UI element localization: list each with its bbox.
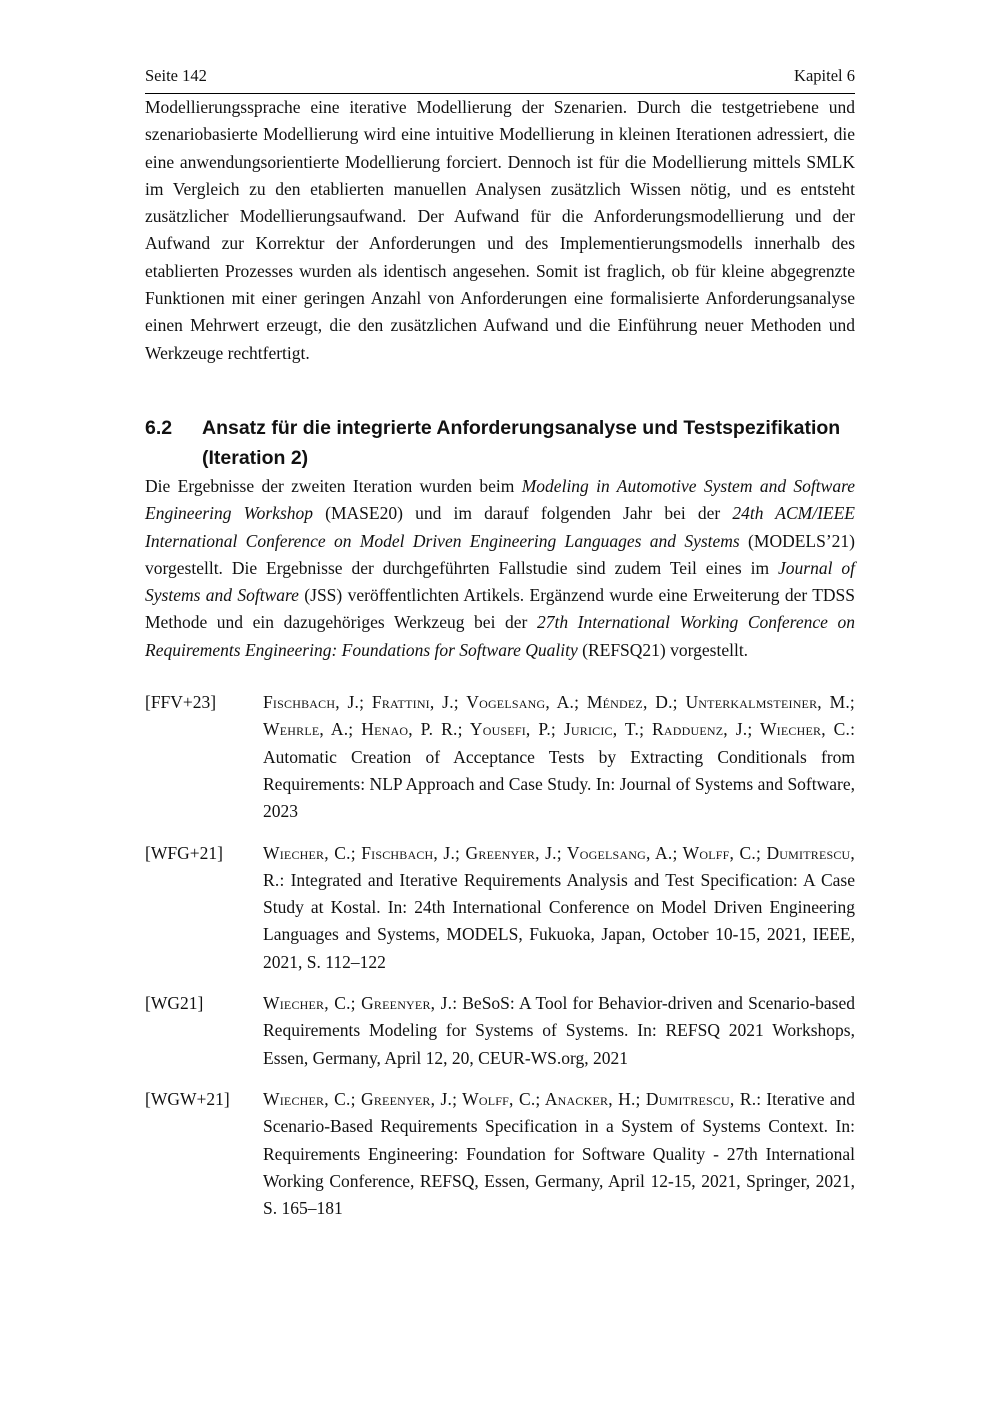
header-page-number: Seite 142 bbox=[145, 66, 207, 85]
header-chapter-label: Kapitel 6 bbox=[794, 66, 855, 85]
reference-entry bbox=[145, 689, 855, 825]
running-header bbox=[145, 0, 855, 86]
page-content bbox=[145, 0, 855, 1222]
reference-label: [WFG+21] bbox=[145, 842, 223, 863]
section-heading bbox=[145, 413, 855, 473]
section-title-line2: (Iteration 2) bbox=[202, 446, 309, 469]
reference-label: [WG21] bbox=[145, 993, 204, 1014]
body-paragraph-1: Modellierungssprache eine iterative Modellierung der Szenarien. Durch die testgetriebene und szenariobasierte Modellierung wird eine intuitive Modellierung in kleinen Iterationen adressiert, die eine anwendungsorientierte Modellierung forciert. Dennoch ist für die Modellierung mittels SMLK im Vergleich zu den etablierten manuellen Analysen zusätzlich Wissen nötig, und es entsteht zusätzlicher Modellierungsaufwand. Der Aufwand für die Anforderungsmodellierung und der Aufwand zur Korrektur der Anforderungen und des Implementierungsmodells innerhalb des etablierten Prozesses wurden als identisch angesehen. Somit ist fraglich, ob für kleine abgegrenzte Funktionen mit einer geringen Anzahl von Anforderungen eine formalisierte Anforderungsanalyse einen Mehrwert erzeugt, die den zusätzlichen Aufwand und die Einführung neuer Methoden und Werkzeuge rechtfertigt. bbox=[145, 97, 855, 363]
reference-entry bbox=[145, 990, 855, 1072]
body-paragraph-2: Die Ergebnisse der zweiten Iteration wurden beim Modeling in Automotive System and Software Engineering Workshop (MASE20) und im darauf folgenden Jahr bei der 24th ACM/IEEE International Conference on Model Driven Engineering Languages and Systems (MODELS’21) vorgestellt. Die Ergebnisse der durchgeführten Fallstudie sind zudem Teil eines im Journal of Systems and Software (JSS) veröffentlichten Artikels. Ergänzend wurde eine Erweiterung der TDSS Methode und ein dazugehöriges Werkzeug bei der 27th International Working Conference on Requirements Engineering: Foundations for Software Quality (REFSQ21) vorgestellt. bbox=[145, 475, 855, 660]
reference-label: [WGW+21] bbox=[145, 1088, 230, 1109]
reference-entry bbox=[145, 840, 855, 976]
section-title bbox=[202, 413, 855, 473]
reference-text: Wiecher, C.; Greenyer, J.; Wolff, C.; Anacker, H.; Dumitrescu, R.: Iterative and Scenario-Based Requirements Specification in a System of Systems Context. In: Requirements Engineering: Foundation for Software Quality - 27th International Working Conference, REFSQ, Essen, Germany, April 12-15, 2021, Springer, 2021, S. 165–181 bbox=[263, 1088, 855, 1219]
section-title-line1: Ansatz für die integrierte Anforderungsanalyse und Testspezifikation bbox=[202, 416, 841, 439]
section-number: 6.2 bbox=[145, 416, 173, 439]
reference-text: Fischbach, J.; Frattini, J.; Vogelsang, A.; Méndez, D.; Unterkalmsteiner, M.; Wehrle, A.; Henao, P. R.; Yousefi, P.; Juricic, T.; Radduenz, J.; Wiecher, C.: Automatic Creation of Acceptance Tests by Extracting Conditionals from Requirements: NLP Approach and Case Study. In: Journal of Systems and Software, 2023 bbox=[263, 692, 855, 822]
reference-list bbox=[145, 689, 855, 1222]
reference-label: [FFV+23] bbox=[145, 692, 217, 713]
reference-entry bbox=[145, 1086, 855, 1222]
reference-text: Wiecher, C.; Greenyer, J.: BeSoS: A Tool for Behavior-driven and Scenario-based Requirements Modeling for Systems of Systems. In: REFSQ 2021 Workshops, Essen, Germany, April 12, 20, CEUR-WS.org, 2021 bbox=[263, 993, 855, 1068]
reference-text: Wiecher, C.; Fischbach, J.; Greenyer, J.; Vogelsang, A.; Wolff, C.; Dumitrescu, R.: Integrated and Iterative Requirements Analysis and Test Specification: A Case Study at Kostal. In: 24th International Conference on Model Driven Engineering Languages and Systems, MODELS, Fukuoka, Japan, October 10-15, 2021, IEEE, 2021, S. 112–122 bbox=[263, 842, 855, 972]
